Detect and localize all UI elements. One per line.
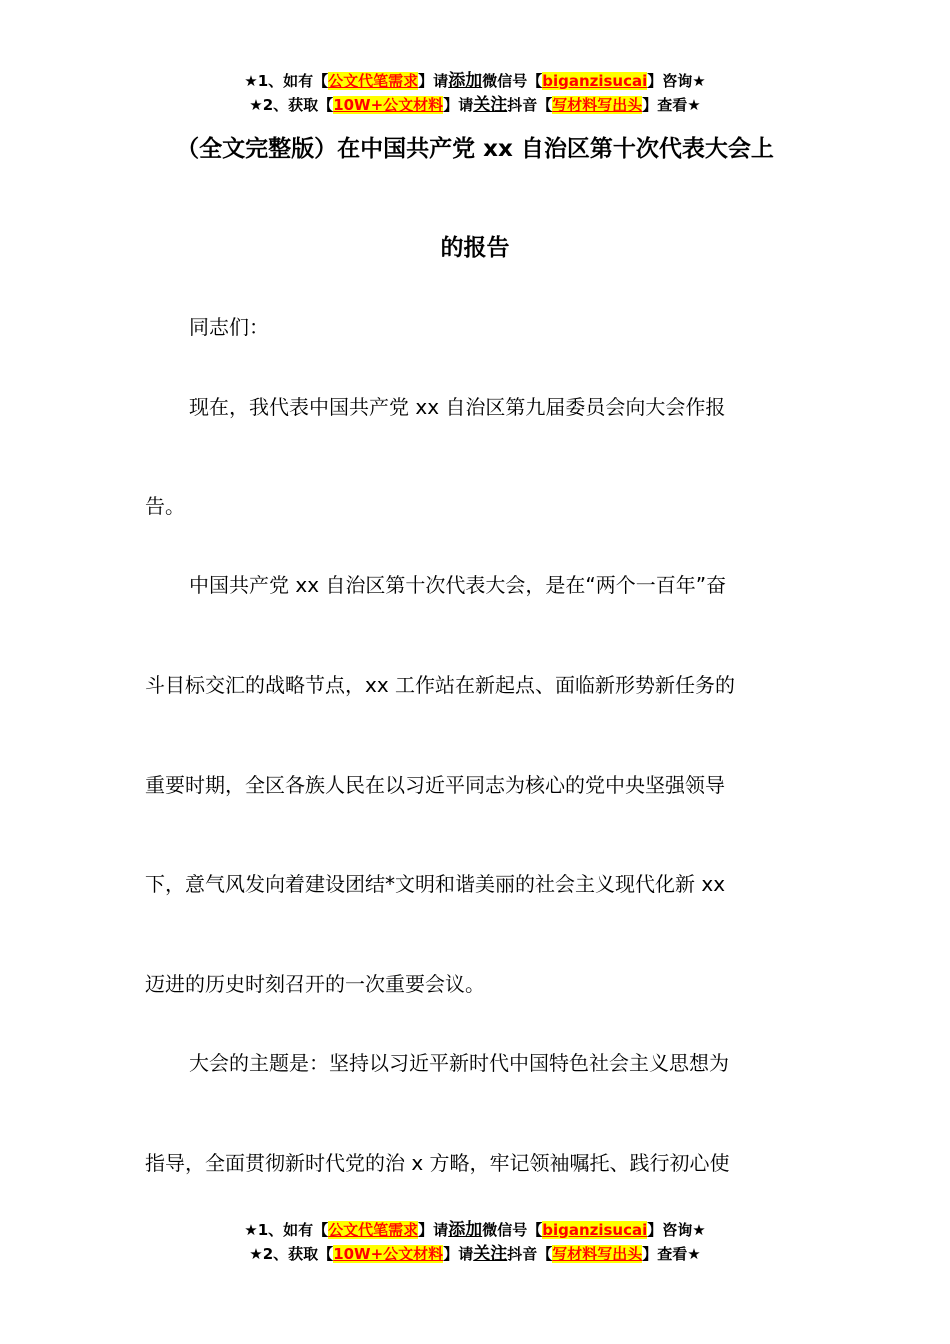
text: ★1、如有【 [244,72,329,90]
body-line: 告。 [145,494,185,518]
text: 】咨询★ [647,72,706,90]
text: 】咨询★ [647,1221,706,1239]
douyin-id: 写材料写出头 [552,96,643,114]
highlight-text: 10W+公文材料 [333,96,444,114]
body-line: 重要时期，全区各族人民在以习近平同志为核心的党中央坚强领导 [145,773,725,797]
document-title-line-1: （全文完整版）在中国共产党 xx 自治区第十次代表大会上 [176,136,774,162]
banner-line-1 [0,69,950,93]
highlight-text: 公文代笔需求 [328,72,419,90]
text: 】查看★ [642,96,701,114]
banner-line-2 [0,1242,950,1266]
emphasis-text: 关注 [473,95,508,115]
emphasis-text: 添加 [448,1220,483,1240]
body-line: 斗目标交汇的战略节点，xx 工作站在新起点、面临新形势新任务的 [145,673,736,697]
body-line: 大会的主题是：坚持以习近平新时代中国特色社会主义思想为 [189,1051,729,1075]
text: 】查看★ [642,1245,701,1263]
text: 抖音【 [507,1245,553,1263]
body-line: 迈进的历史时刻召开的一次重要会议。 [145,972,485,996]
text: 】请 [418,1221,449,1239]
body-line: 现在，我代表中国共产党 xx 自治区第九届委员会向大会作报 [189,395,726,419]
highlight-text: 公文代笔需求 [328,1221,419,1239]
text: 微信号【 [482,72,543,90]
douyin-id: 写材料写出头 [552,1245,643,1263]
emphasis-text: 添加 [448,71,483,91]
wechat-id: biganzisucai [542,72,648,90]
body-line: 下，意气风发向着建设团结*文明和谐美丽的社会主义现代化新 xx [145,872,726,896]
header-banner [0,69,950,117]
text: 】请 [443,96,474,114]
banner-line-2 [0,93,950,117]
text: 抖音【 [507,96,553,114]
text: 微信号【 [482,1221,543,1239]
banner-line-1 [0,1218,950,1242]
body-line: 指导，全面贯彻新时代党的治 x 方略，牢记领袖嘱托、践行初心使 [145,1151,730,1175]
body-line: 同志们： [189,315,269,339]
emphasis-text: 关注 [473,1244,508,1264]
document-title-line-2: 的报告 [440,235,510,261]
text: ★2、获取【 [249,1245,334,1263]
highlight-text: 10W+公文材料 [333,1245,444,1263]
footer-banner [0,1218,950,1266]
body-line: 中国共产党 xx 自治区第十次代表大会，是在“两个一百年”奋 [189,573,727,597]
wechat-id: biganzisucai [542,1221,648,1239]
text: 】请 [443,1245,474,1263]
text: ★2、获取【 [249,96,334,114]
text: 】请 [418,72,449,90]
text: ★1、如有【 [244,1221,329,1239]
